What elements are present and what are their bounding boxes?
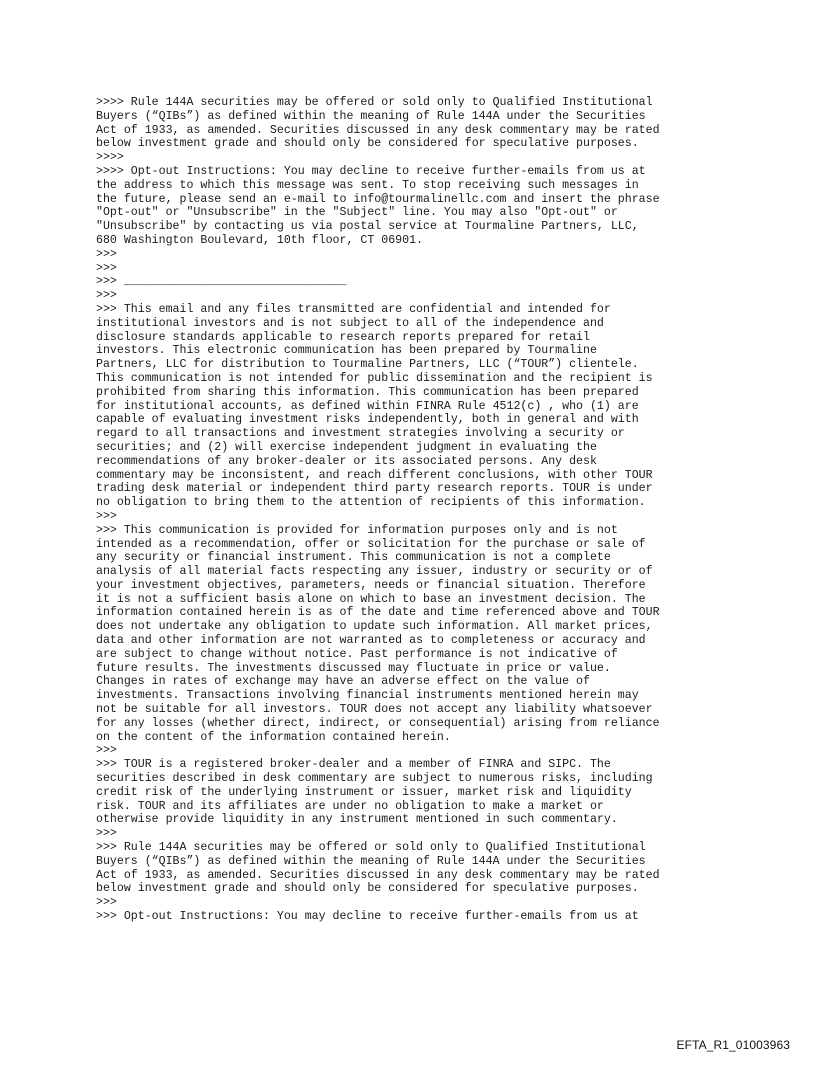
text-line: future results. The investments discussed may fluctuate in price or value. [96, 661, 611, 675]
text-line: on the content of the information contained herein. [96, 730, 451, 744]
text-line: Partners, LLC for distribution to Tourmaline Partners, LLC (“TOUR”) clientele. [96, 358, 639, 372]
text-line: it is not a sufficient basis alone on which to base an investment decision. The [96, 592, 646, 606]
text-line: no obligation to bring them to the attention of recipients of this information. [96, 496, 646, 510]
text-line: >>> TOUR is a registered broker-dealer and a member of FINRA and SIPC. The [96, 758, 611, 772]
text-line: recommendations of any broker-dealer or its associated persons. Any desk [96, 454, 597, 468]
text-line: disclosure standards applicable to research reports prepared for retail [96, 330, 590, 344]
text-line: commentary may be inconsistent, and reach different conclusions, with other TOUR [96, 468, 653, 482]
text-line: are subject to change without notice. Past performance is not indicative of [96, 647, 618, 661]
text-line: "Unsubscribe" by contacting us via postal service at Tourmaline Partners, LLC, [96, 220, 639, 234]
text-line: Buyers (“QIBs”) as defined within the meaning of Rule 144A under the Securities [96, 854, 646, 868]
text-line: This communication is not intended for public dissemination and the recipient is [96, 371, 653, 385]
text-line: below investment grade and should only be considered for speculative purposes. [96, 882, 639, 896]
text-line: >>> Opt-out Instructions: You may decline to receive further-emails from us at [96, 910, 639, 924]
text-line: regard to all transactions and investment strategies involving a security or [96, 427, 625, 441]
text-line: >>>> Rule 144A securities may be offered or sold only to Qualified Institutional [96, 96, 653, 109]
text-line: >>> [96, 509, 117, 523]
text-line: securities described in desk commentary are subject to numerous risks, including [96, 772, 653, 786]
text-line: any security or financial instrument. This communication is not a complete [96, 551, 611, 565]
text-line: Buyers (“QIBs”) as defined within the meaning of Rule 144A under the Securities [96, 109, 646, 123]
text-line: analysis of all material facts respecting any issuer, industry or security or of [96, 565, 653, 579]
text-line: >>> ________________________________ [96, 275, 347, 289]
text-line: Act of 1933, as amended. Securities discussed in any desk commentary may be rated [96, 123, 660, 137]
text-line: credit risk of the underlying instrument or issuer, market risk and liquidity [96, 785, 632, 799]
text-line: securities; and (2) will exercise independent judgment in evaluating the [96, 440, 597, 454]
text-line: risk. TOUR and its affiliates are under no obligation to make a market or [96, 799, 604, 813]
text-line: intended as a recommendation, offer or solicitation for the purchase or sale of [96, 537, 646, 551]
text-line: for institutional accounts, as defined within FINRA Rule 4512(c) , who (1) are [96, 399, 639, 413]
text-line: >>> [96, 827, 117, 841]
text-line: trading desk material or independent third party research reports. TOUR is under [96, 482, 653, 496]
text-line: >>> [96, 896, 117, 910]
text-line: capable of evaluating investment risks independently, both in general and with [96, 413, 639, 427]
text-line: >>>> Opt-out Instructions: You may decline to receive further-emails from us at [96, 164, 646, 178]
text-line: >>>> [96, 151, 124, 165]
document-id-footer: EFTA_R1_01003963 [676, 1038, 790, 1052]
text-line: the future, please send an e-mail to info@tourmalinellc.com and insert the phrase [96, 192, 660, 206]
text-line: >>> [96, 289, 117, 303]
text-line: not be suitable for all investors. TOUR does not accept any liability whatsoever [96, 703, 653, 717]
text-line: 680 Washington Boulevard, 10th floor, CT 06901. [96, 233, 423, 247]
text-line: Act of 1933, as amended. Securities discussed in any desk commentary may be rated [96, 868, 660, 882]
text-line: investors. This electronic communication has been prepared by Tourmaline [96, 344, 597, 358]
text-line: "Opt-out" or "Unsubscribe" in the "Subject" line. You may also "Opt-out" or [96, 206, 618, 220]
text-line: information contained herein is as of the date and time referenced above and TOUR [96, 606, 660, 620]
text-line: for any losses (whether direct, indirect, or consequential) arising from reliance [96, 716, 660, 730]
text-line: >>> This email and any files transmitted are confidential and intended for [96, 302, 611, 316]
text-line: >>> This communication is provided for information purposes only and is not [96, 523, 618, 537]
text-line: investments. Transactions involving financial instruments mentioned herein may [96, 689, 639, 703]
email-body-text [96, 96, 796, 924]
text-line: >>> [96, 247, 117, 261]
text-line: prohibited from sharing this information. This communication has been prepared [96, 385, 639, 399]
text-line: Changes in rates of exchange may have an adverse effect on the value of [96, 675, 590, 689]
text-line: the address to which this message was sent. To stop receiving such messages in [96, 178, 639, 192]
text-line: below investment grade and should only be considered for speculative purposes. [96, 137, 639, 151]
text-line: >>> Rule 144A securities may be offered or sold only to Qualified Institutional [96, 841, 646, 855]
text-line: does not undertake any obligation to update such information. All market prices, [96, 620, 653, 634]
text-line: otherwise provide liquidity in any instrument mentioned in such commentary. [96, 813, 618, 827]
text-line: >>> [96, 261, 117, 275]
text-line: institutional investors and is not subject to all of the independence and [96, 316, 604, 330]
text-line: >>> [96, 744, 117, 758]
text-line: data and other information are not warranted as to completeness or accuracy and [96, 634, 646, 648]
text-line: your investment objectives, parameters, needs or financial situation. Therefore [96, 578, 646, 592]
